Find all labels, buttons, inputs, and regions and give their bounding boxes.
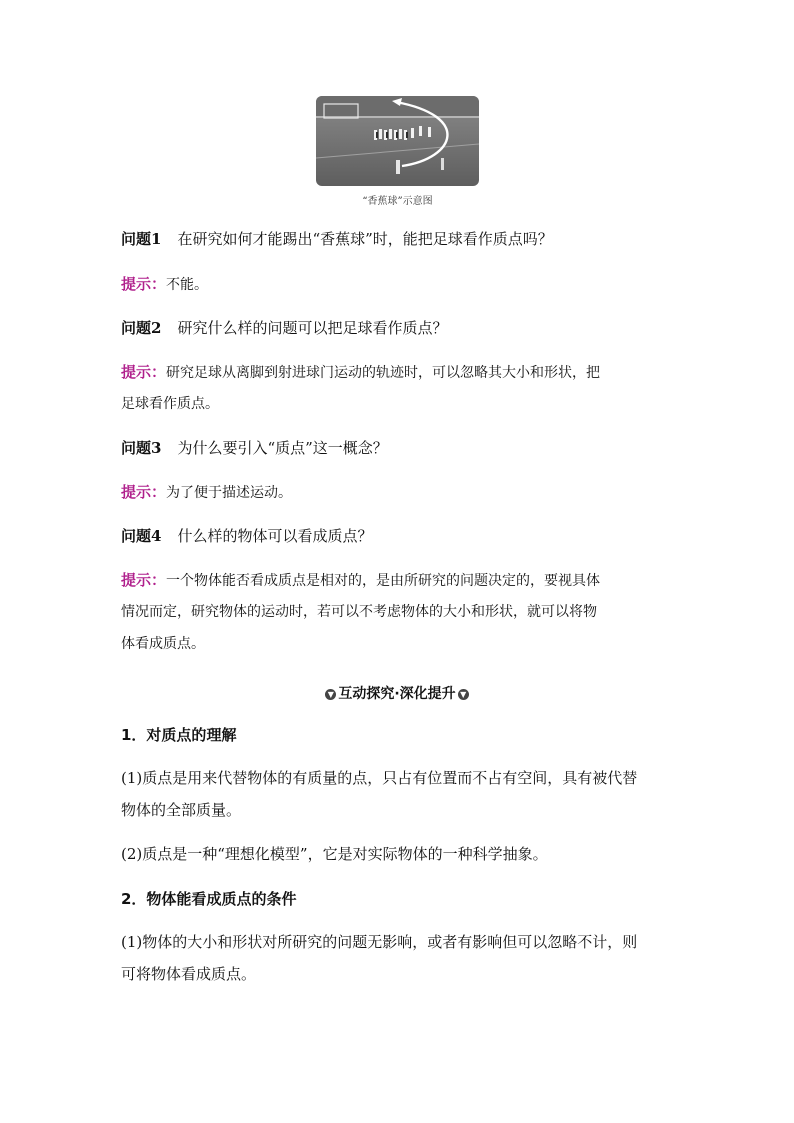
hint-4-continued: 情况而定，研究物体的运动时，若可以不考虑物体的大小和形状，就可以将物 (121, 604, 597, 620)
hint-label: 提示： (121, 483, 167, 501)
section-banner (0, 683, 794, 703)
figure-caption: “香蕉球”示意图 (362, 196, 433, 207)
point-1-heading: 1．对质点的理解 (121, 726, 237, 744)
question-text: 什么样的物体可以看成质点？ (177, 527, 373, 545)
hint-text: 不能。 (166, 277, 209, 293)
question-label: 问题3 (121, 439, 162, 457)
hint-label: 提示： (121, 363, 167, 381)
hint-text: 一个物体能否看成质点是相对的，是由所研究的问题决定的，要视具体 (166, 573, 601, 589)
hint-text: 研究足球从离脚到射进球门运动的轨迹时，可以忽略其大小和形状，把 (166, 365, 601, 381)
question-label: 问题2 (121, 319, 162, 337)
question-1 (121, 229, 681, 249)
point-2-item-1: (1)物体的大小和形状对所研究的问题无影响，或者有影响但可以忽略不计，则 (121, 933, 638, 951)
hint-1 (121, 274, 681, 295)
point-1-item-1: (1)质点是用来代替物体的有质量的点，只占有位置而不占有空间，具有被代替 (121, 769, 638, 787)
question-text: 在研究如何才能踢出“香蕉球”时，能把足球看作质点吗？ (177, 230, 553, 248)
hint-2-continued: 足球看作质点。 (121, 396, 219, 412)
hint-2 (121, 362, 681, 383)
hint-3 (121, 482, 681, 503)
question-text: 为什么要引入“质点”这一概念？ (177, 439, 388, 457)
point-2-heading: 2．物体能看成质点的条件 (121, 890, 297, 908)
section-title: 互动探究·深化提升 (338, 686, 456, 702)
hint-4-continued: 体看成质点。 (121, 636, 205, 652)
point-2-item-1-continued: 可将物体看成质点。 (121, 965, 257, 983)
point-1-item-1-continued: 物体的全部质量。 (121, 801, 242, 819)
question-text: 研究什么样的问题可以把足球看作质点？ (177, 319, 448, 337)
question-label: 问题1 (121, 230, 162, 248)
point-1-item-2: (2)质点是一种“理想化模型”，它是对实际物体的一种科学抽象。 (121, 845, 548, 863)
question-2 (121, 318, 681, 338)
question-3 (121, 438, 681, 458)
hint-text: 为了便于描述运动。 (166, 485, 293, 501)
hint-label: 提示： (121, 275, 167, 293)
chevron-down-icon: ▼ (325, 689, 336, 700)
kicker-icon (396, 160, 400, 174)
question-4 (121, 526, 681, 546)
hint-4 (121, 570, 681, 591)
question-label: 问题4 (121, 527, 162, 545)
hint-label: 提示： (121, 571, 167, 589)
banana-kick-figure (316, 96, 479, 186)
soccer-field-image (316, 96, 479, 186)
chevron-down-icon: ▼ (458, 689, 469, 700)
